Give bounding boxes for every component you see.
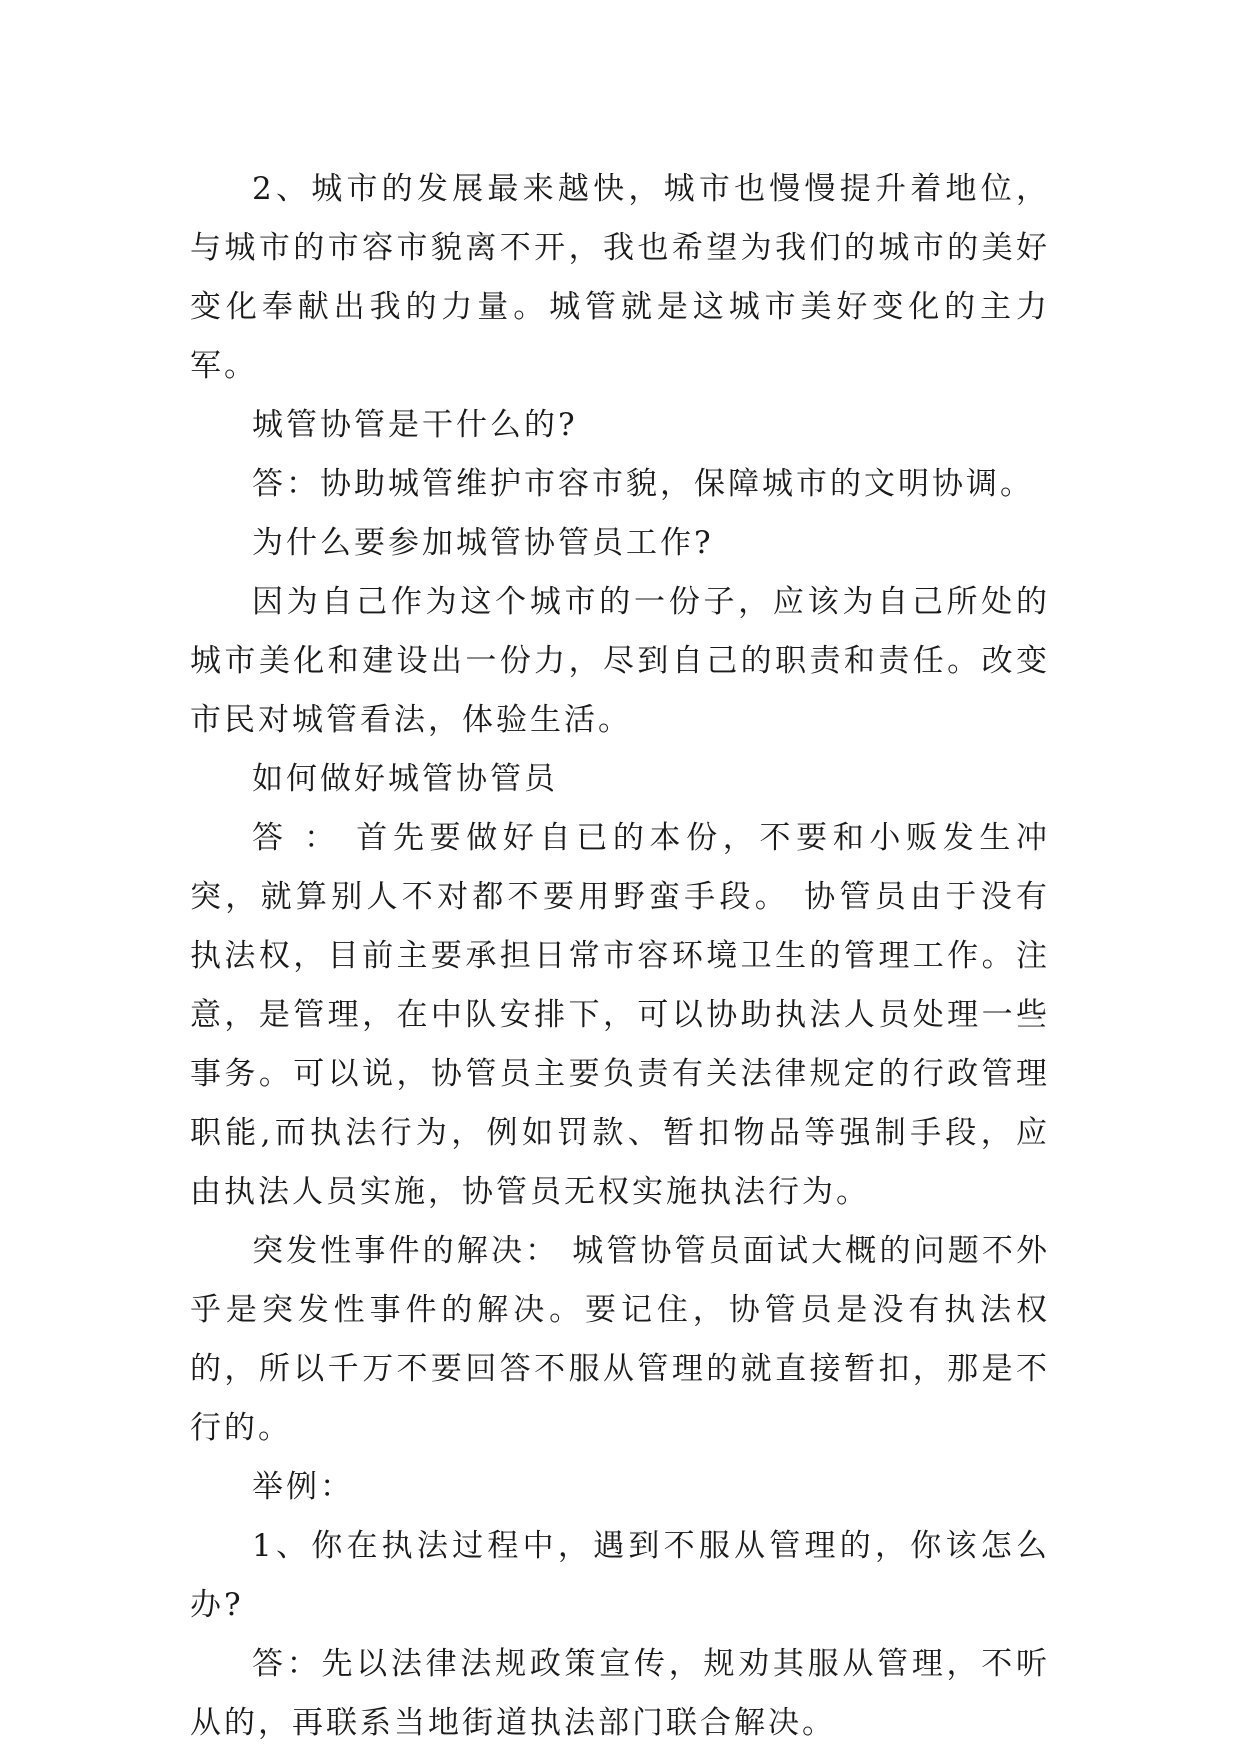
answer-example-1: 答：先以法律法规政策宣传，规劝其服从管理，不听从的，再联系当地街道执法部门联合解决。 [190,1646,1050,1741]
question-why-join: 为什么要参加城管协管员工作? [252,525,714,561]
question-how-to-do-well: 如何做好城管协管员 [252,761,558,797]
paragraph-emergency-handling: 突发性事件的解决： 城管协管员面试大概的问题不外乎是突发性事件的解决。要记住，协管员是没有执法权的，所以千万不要回答不服从管理的就直接暂扣，那是不行的。 [190,1233,1050,1446]
answer-why-join: 因为自己作为这个城市的一份子，应该为自己所处的城市美化和建设出一份力，尽到自己的职责和责任。改变市民对城管看法，体验生活。 [190,584,1050,738]
answer-what-is-assistant: 答：协助城管维护市容市貌，保障城市的文明协调。 [252,466,1034,502]
answer-how-to-do-well: 答 ： 首先要做好自已的本份，不要和小贩发生冲突，就算别人不对都不要用野蛮手段。 协管员由于没有执法权，目前主要承担日常市容环境卫生的管理工作。注意，是管理，在中队安排下，可以协助执法人员处理一些事务。可以说，协管员主要负责有关法律规定的行政管理职能,而执法行为，例如罚款、暂扣物品等强制手段，应由执法人员实施，协管员无权实施执法行为。 [190,820,1050,1210]
document-body [190,160,1050,1753]
paragraph-city-development: 2、城市的发展最来越快，城市也慢慢提升着地位，与城市的市容市貌离不开，我也希望为我们的城市的美好变化奉献出我的力量。城管就是这城市美好变化的主力军。 [190,171,1050,384]
question-what-is-assistant: 城管协管是干什么的? [252,407,578,443]
paragraph-example-heading: 举例： [252,1469,354,1505]
question-example-1: 1、你在执法过程中，遇到不服从管理的，你该怎么办? [190,1528,1050,1623]
